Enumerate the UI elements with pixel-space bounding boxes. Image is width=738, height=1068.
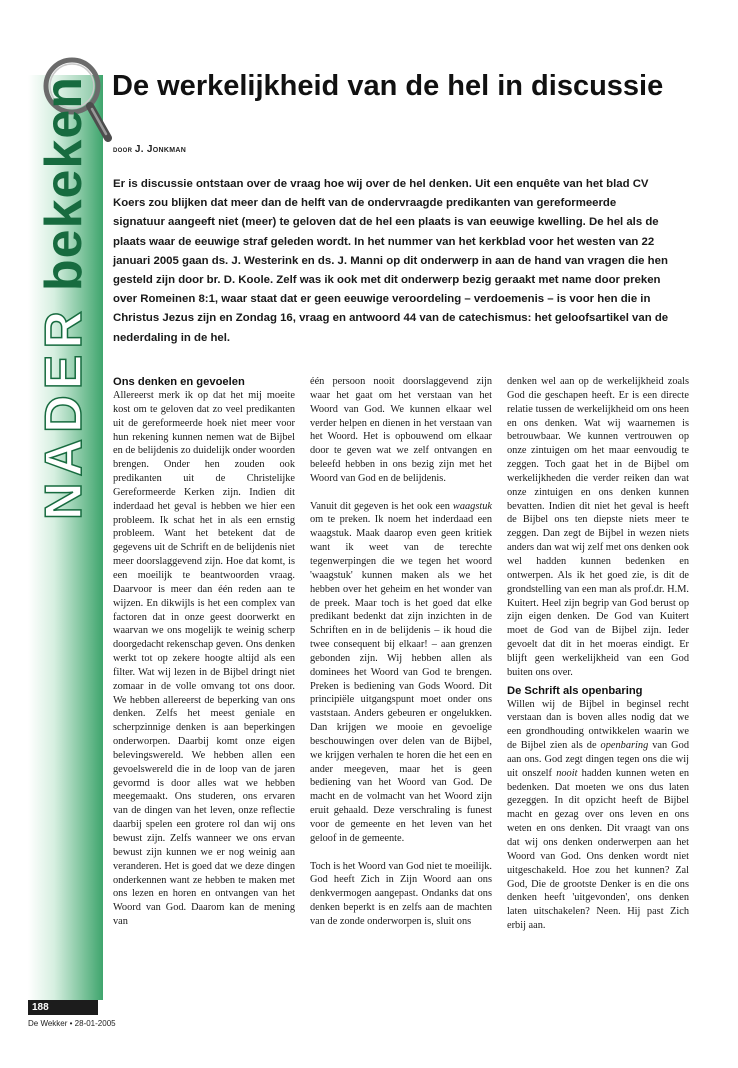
paragraph: denken wel aan op de werkelijkheid zoals God die geschapen heeft. Er is een directe relatie tussen de werkelijkheid om ons heen en ons denken. Wat wij waarnemen is betrouwbaar. We kunnen vertrouwen op onze zintuigen om het maar eenvoudig te zeggen. Toch gaat het in de Bijbel om werkelijkheden die verder reiken dan wat onze zintuigen en ons denken kunnen bevatten. Indien dit niet het geval is heeft de Bijbel ons ten diepste niets meer te zeggen. Dan zegt de Bijbel in wezen niets anders dan wat wij zelf met ons denken ook wel hadden kunnen bedenken en ontwerpen. Als ik het goed zie, is dit de grondstelling van een man als prof.dr. H.M. Kuitert. Heel zijn begrip van God berust op zijn eigen denken. De God van Kuitert moet de God van de Bijbel zijn. Ieder gevoelt dat dit in het moeras eindigt. Er blijft geen werkelijkheid van een God buiten ons over. — [507, 376, 689, 678]
text-column-3 — [507, 375, 689, 933]
paragraph — [507, 698, 689, 933]
section-heading-ons-denken: Ons denken en gevoelen — [113, 376, 245, 388]
paragraph: Toch is het Woord van God niet te moeilijk. God heeft Zich in Zijn Woord aan ons denkvermogen aangepast. Ondanks dat ons denken beperkt is en zelfs aan de machten van de zonde onderworpen is, sluit ons — [310, 860, 492, 927]
paragraph: één persoon nooit doorslaggevend zijn waar het gaat om het verstaan van het Woord van God. We kunnen elkaar wel verder helpen en dienen in het verstaan van het Woord. Het is opbouwend om elkaar door te geven wat we zelf ontvangen en beleefd hebben in ons bezig zijn met het Woord van God en de belijdenis. — [310, 376, 492, 484]
emphasis-text: openbaring — [600, 740, 649, 752]
paragraph-text: hadden kunnen weten en bedenken. Dat moeten we ons dus laten gezeggen. In dit opzicht heeft de Bijbel macht en gezag over ons leven en ons weten en ons denken. Dit vraagt van ons dat wij ons denken onderwerpen aan het Woord van God. Ons denken wordt niet uitgeschakeld. Hoe zou het kunnen? Zal God, Die de grootste Denker is en die ons denken heeft 'uitgevonden', ons denken laten uitschakelen? Neen. Hij past Zich erbij aan. — [507, 767, 690, 932]
paragraph-text: Willen wij de Bijbel in beginsel recht verstaan dan is boven alles nodig dat we een grondhouding ontwikkelen waarin we de Bijbel zien als de — [507, 698, 689, 752]
page-number: 188 — [28, 1000, 98, 1015]
paragraph — [310, 500, 492, 846]
section-label-word1: NADER — [35, 305, 93, 520]
section-heading-schrift: De Schrift als openbaring — [507, 684, 643, 697]
emphasis-text: waagstuk — [452, 500, 492, 512]
text-column-2 — [310, 375, 492, 929]
paragraph-text: van God aan ons. God zegt dingen tegen ons die wij uit onszelf — [507, 740, 690, 779]
section-label — [34, 76, 94, 520]
emphasis-text: nooit — [556, 767, 578, 779]
text-column-1 — [113, 375, 295, 929]
paragraph-text: om te preken. Ik noem het inderdaad een waagstuk. Maak daarop even geen kritiek want ik weet van de terechte tegenwerpingen die we tegen het woord 'waagstuk' kunnen maken als we het hebben over het geheim en het wonder van de preek. Maar toch is het goed dat elke predikant bedenkt dat zijn inzichten in de Schriften en in de belijdenis – ik houd die twee consequent bij elkaar! – aan grenzen gebonden zijn. Wij hebben allen als dominees het Woord van God te brengen. Preken is bediening van Gods Woord. Dit principiële uitgangspunt moet onder ons vaststaan. Anders gebeuren er ongelukken. Dan krijgen we mooie en gevoelige beschouwingen over delen van de Bijbel, we krijgen verhalen te horen die het een en ander meegeven, maar het is geen bediening van het Woord van God. De macht en de volmacht van het Woord zijn eruit gehaald. Deze verschraling is funest voor de gemeente en het leven van het geloof in de gemeente. — [310, 514, 492, 844]
publication-footer: De Wekker • 28-01-2005 — [28, 1019, 116, 1028]
section-label-word2: bekeken — [35, 75, 93, 292]
article-intro: Er is discussie ontstaan over de vraag hoe wij over de hel denken. Uit een enquête van het blad CV Koers zou blijken dat meer dan de helft van de ondervraagde predikanten van gereformeerde signatuur aangeeft niet (meer) te geloven dat de hel een plaats is van eeuwige kwelling. De hel als de plaats waar de eeuwige straf geleden wordt. In het nummer van het kerkblad voor het westen van 22 januari 2005 gaan ds. J. Westerink en ds. J. Manni op dit onderwerp in aan de hand van vragen die hen gesteld zijn door br. D. Koole. Zelf was ik ook met dit onderwerp bezig geraakt met name door preken over Romeinen 8:1, waar staat dat er geen eeuwige veroordeling – verdoemenis – is voor hen die in Christus Jezus zijn en Zondag 16, vraag en antwoord 44 van de catechismus: het geloofsartikel van de nederdaling in de hel. — [113, 178, 669, 344]
byline-prefix: door — [113, 144, 133, 154]
author-name: J. Jonkman — [134, 144, 187, 155]
paragraph: Allereerst merk ik op dat het mij moeite kost om te geloven dat zo veel predikanten uit de gereformeerde hoek niet meer voor hun rekening kunnen nemen wat de Bijbel en de belijdenis zo duidelijk onder woorden brengen. Onder hen zouden ook predikanten uit de Christelijke Gereformeerde Kerken zijn. Indien dit inderdaad het geval is hebben we hier een probleem. Ik schat het in als een ernstig probleem. Want het betekent dat de gegevens uit de Schrift en de belijdenis niet meer doorslaggevend zijn. Hoe dat komt, is een moeilijk te beantwoorden vraag. Daarvoor is meer dan één reden aan te wijzen. En dikwijls is het een complex van factoren dat in onze geest doorwerkt en waarvan we ons mogelijk te weinig scherp doorgedacht rekenschap geven. Ons denken werkt tot op zekere hoogte altijd als een filter. Wat wij lezen in de Bijbel dringt niet zomaar in de volle omvang tot ons door. We hebben allereerst de beperking van ons denken. Zelfs het meest geniale en scherpzinnige denken is aan beperkingen onderworpen. Daarbij komt onze eigen belevingswereld. We hebben allen een gevoelswereld die in de loop van de jaren gevormd is door alles wat we hebben meegemaakt. Ons studeren, ons ervaren van de dingen van het leven, onze reflectie daarbij spelen een grotere rol dan wij ons bewust zijn. Zelfs wanneer we ons ervan bewust zijn kunnen we er nog weinig aan veranderen. Het is goed dat we deze dingen onderkennen want ze hebben te maken met ons lezen en horen en ontvangen van het Woord van God. Daarom kan de mening van — [113, 390, 295, 928]
paragraph-text: Vanuit dit gegeven is het ook een — [310, 500, 453, 512]
article-title: De werkelijkheid van de hel in discussie — [112, 70, 664, 102]
byline — [113, 144, 186, 155]
